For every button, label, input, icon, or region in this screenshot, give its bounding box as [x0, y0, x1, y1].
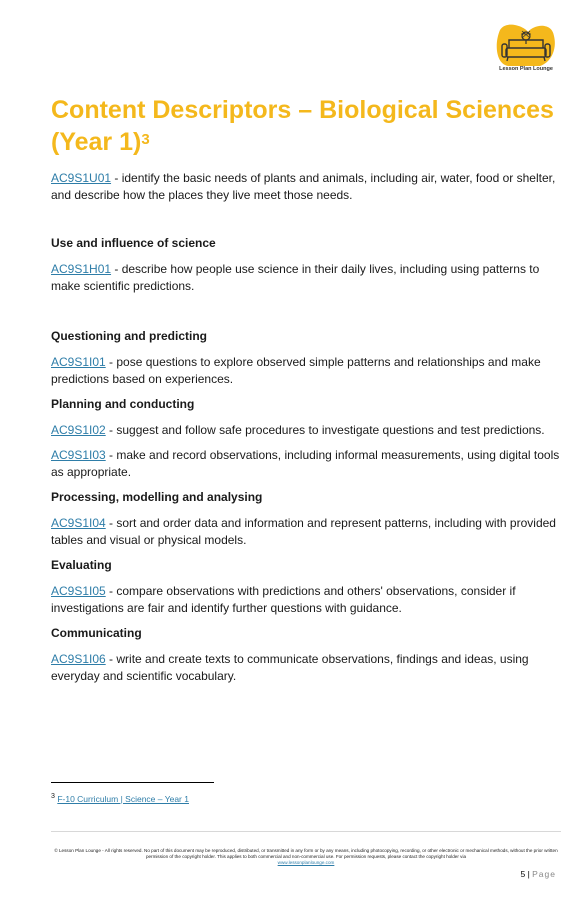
title-text: Content Descriptors – Biological Sciences (Year 1) — [51, 96, 554, 156]
descriptor-item — [51, 354, 561, 388]
page-number: 5 | Page — [520, 869, 556, 879]
descriptor-text: - make and record observations, including informal measurements, using digital tools as appropriate. — [51, 448, 560, 479]
page-label: Page — [532, 869, 556, 879]
descriptor-text: - suggest and follow safe procedures to investigate questions and test predictions. — [105, 423, 545, 437]
descriptor-item — [51, 515, 561, 549]
section-heading: Planning and conducting — [51, 397, 195, 411]
section-heading: Communicating — [51, 626, 142, 640]
title-footnote-ref: 3 — [141, 131, 150, 148]
descriptor-item — [51, 447, 561, 481]
content-body — [51, 170, 561, 685]
section-heading: Use and influence of science — [51, 236, 216, 250]
copyright-text: © Lesson Plan Lounge - All rights reserved. No part of this document may be reproduced, distributed, or transmitted in any form or by any means, including photocopying, recording, or other electronic or mechanical methods, without the prior written permission of the copyright holder. This applies to both commercial and non-commercial use. For permission requests, please contact the copyright holder via — [54, 848, 558, 859]
descriptor-code-link[interactable]: AC9S1H01 — [51, 262, 112, 276]
descriptor-intro — [51, 170, 561, 204]
footnote — [51, 792, 189, 804]
descriptor-text: - sort and order data and information and represent patterns, including with provided tables and visual or physical models. — [51, 516, 556, 547]
descriptor-code-link[interactable]: AC9S1I06 — [51, 652, 106, 666]
page-number-value: 5 — [520, 869, 526, 879]
descriptor-code-link[interactable]: AC9S1I03 — [51, 448, 106, 462]
descriptor-text: - write and create texts to communicate observations, findings and ideas, using everyday and scientific vocabulary. — [51, 652, 529, 683]
footer-website-link[interactable]: www.lessonplanlounge.com — [277, 860, 335, 865]
page-title — [51, 94, 571, 158]
descriptor-text: - identify the basic needs of plants and animals, including air, water, food or shelter, and describe how the places they live meet those needs. — [51, 171, 556, 202]
descriptor-item — [51, 422, 561, 439]
footer-divider — [51, 831, 561, 832]
descriptor-item — [51, 583, 561, 617]
section-heading: Evaluating — [51, 558, 112, 572]
descriptor-code-link[interactable]: AC9S1I01 — [51, 355, 106, 369]
footnote-link[interactable]: F-10 Curriculum | Science – Year 1 — [57, 793, 189, 804]
descriptor-code-link[interactable]: AC9S1I02 — [51, 423, 106, 437]
descriptor-code-link[interactable]: AC9S1I05 — [51, 584, 106, 598]
descriptor-text: - compare observations with predictions and others' observations, consider if investigations are fair and identify further questions with guidance. — [51, 584, 516, 615]
descriptor-item — [51, 651, 561, 685]
descriptor-text: - describe how people use science in their daily lives, including using patterns to make scientific predictions. — [51, 262, 540, 293]
descriptor-code-link[interactable]: AC9S1U01 — [51, 171, 112, 185]
footnote-number: 3 — [51, 792, 55, 800]
logo-text: Lesson Plan Lounge — [499, 66, 553, 72]
footnote-separator — [51, 782, 214, 783]
descriptor-item — [51, 261, 561, 295]
section-heading: Questioning and predicting — [51, 329, 207, 343]
section-heading: Processing, modelling and analysing — [51, 490, 263, 504]
descriptor-text: - pose questions to explore observed simple patterns and relationships and make predictions based on experiences. — [51, 355, 541, 386]
sofa-icon — [494, 22, 558, 70]
descriptor-code-link[interactable]: AC9S1I04 — [51, 516, 106, 530]
footer-copyright — [51, 848, 561, 866]
